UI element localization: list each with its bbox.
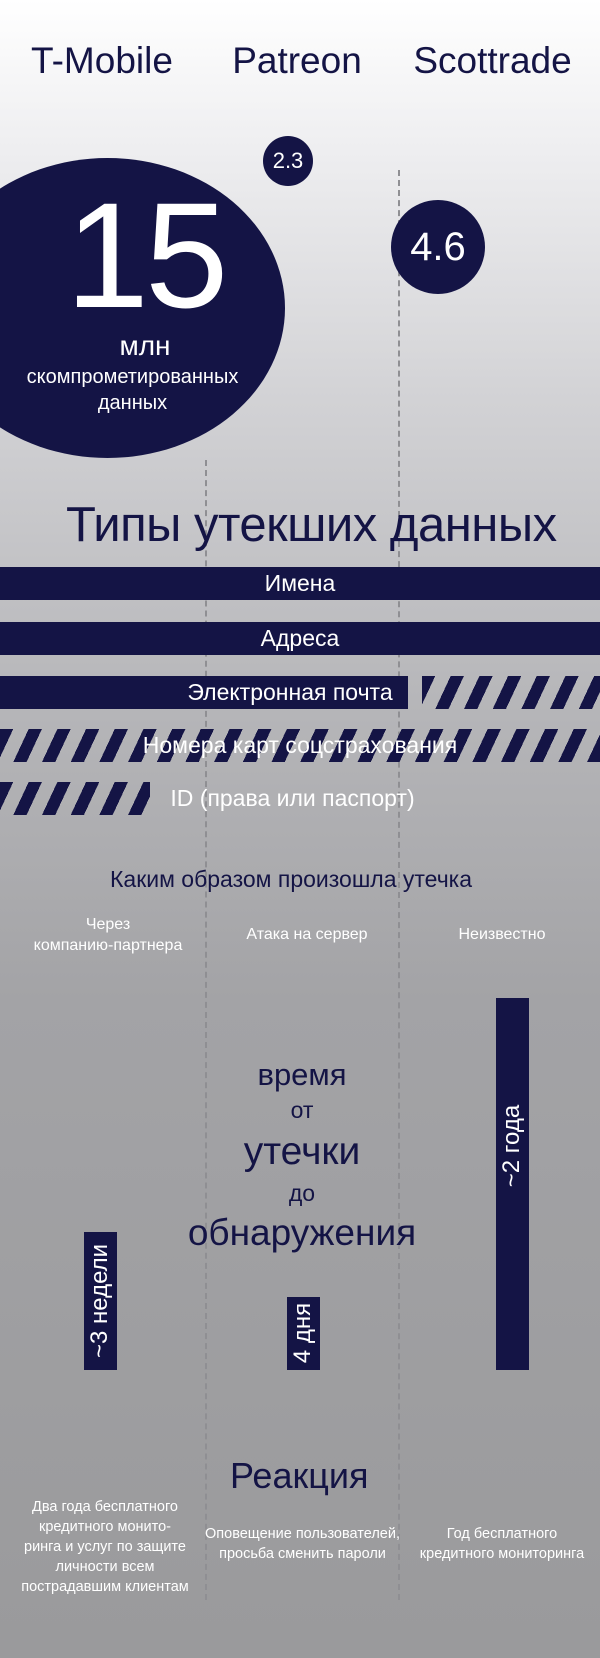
- detection-label-patreon: 4 дня: [289, 1302, 316, 1364]
- data-type-label: ID (права или паспорт): [170, 785, 415, 811]
- reaction-title: Реакция: [230, 1455, 369, 1496]
- tmobile-records-caption: скомпрометированных данных: [26, 366, 239, 414]
- method-tmobile: Через компанию-партнера: [33, 916, 183, 954]
- reaction-scottrade: Год бесплатного кредитного мониторинга: [419, 1526, 585, 1562]
- data-type-label: Имена: [264, 570, 336, 596]
- data-type-label: Электронная почта: [187, 679, 393, 705]
- data-type-bar-ssn: [0, 729, 600, 762]
- detection-label-scottrade: ~2 года: [498, 1104, 525, 1188]
- scottrade-records-value: 4.6: [410, 224, 466, 269]
- company-tmobile: T-Mobile: [31, 40, 173, 81]
- patreon-records-bubble: [263, 136, 313, 186]
- types-title: Типы утекших данных: [66, 498, 557, 552]
- method-scottrade: Неизвестно: [458, 926, 546, 943]
- data-type-bar-id: [0, 782, 600, 815]
- scottrade-records-bubble: [391, 200, 485, 294]
- tmobile-records-unit: млн: [119, 330, 171, 361]
- data-type-bar-names: [0, 567, 600, 600]
- how-title: Каким образом произошла утечка: [110, 866, 473, 892]
- data-type-bar-email: [0, 676, 600, 709]
- reaction-patreon: Оповещение пользователей, просьба сменить пароли: [205, 1526, 400, 1562]
- time-title-line3: утечки: [243, 1130, 361, 1173]
- time-title-line4: до: [288, 1180, 316, 1206]
- time-title-line2: от: [290, 1097, 314, 1123]
- tmobile-records-value: 15: [65, 171, 225, 339]
- reaction-tmobile: Два года бесплатного кредитного монито- ринга и услуг по защите личности всем пострадавшим клиентам: [21, 1499, 189, 1595]
- company-scottrade: Scottrade: [413, 40, 572, 81]
- time-title-line5: обнаружения: [187, 1212, 417, 1253]
- company-patreon: Patreon: [232, 40, 362, 81]
- data-type-label: Номера карт соцстрахования: [142, 732, 458, 758]
- detection-label-tmobile: ~3 недели: [86, 1243, 113, 1359]
- data-type-bar-addresses: [0, 622, 600, 655]
- method-patreon: Атака на сервер: [246, 926, 368, 943]
- time-title-line1: время: [257, 1057, 347, 1092]
- patreon-records-value: 2.3: [272, 148, 304, 173]
- data-type-label: Адреса: [260, 625, 340, 651]
